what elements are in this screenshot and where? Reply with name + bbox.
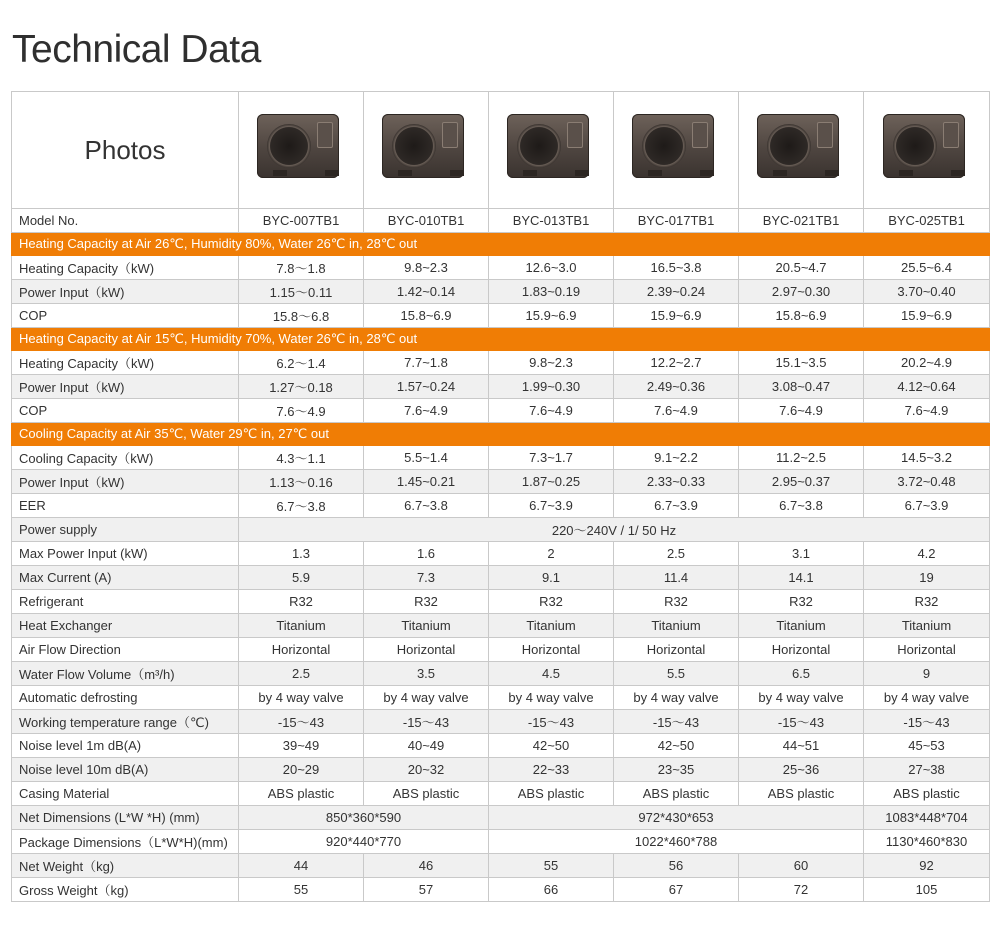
product-photo (864, 92, 990, 209)
table-row (12, 470, 990, 494)
value-cell: 55 (489, 854, 614, 878)
value-cell: 66 (489, 878, 614, 902)
value-cell: -15～43 (614, 710, 739, 734)
value-cell: R32 (739, 590, 864, 614)
value-cell: 55 (239, 878, 364, 902)
value-cell: 15.8～6.8 (239, 304, 364, 328)
value-cell: 2.5 (614, 542, 739, 566)
row-label: Noise level 10m dB(A) (12, 758, 239, 782)
value-cell: 56 (614, 854, 739, 878)
value-cell: Horizontal (739, 638, 864, 662)
table-row (12, 494, 990, 518)
table-row (12, 351, 990, 375)
heat-pump-image (751, 110, 851, 188)
value-cell: 1.42~0.14 (364, 280, 489, 304)
value-cell: 15.8~6.9 (364, 304, 489, 328)
row-label: Power Input（kW) (12, 280, 239, 304)
value-cell: 1.87~0.25 (489, 470, 614, 494)
value-cell: 40~49 (364, 734, 489, 758)
value-cell: 9.8~2.3 (489, 351, 614, 375)
value-cell: 5.5~1.4 (364, 446, 489, 470)
value-cell: 44 (239, 854, 364, 878)
table-row (12, 542, 990, 566)
table-row (12, 638, 990, 662)
table-row (12, 662, 990, 686)
value-cell: ABS plastic (739, 782, 864, 806)
section-title: Heating Capacity at Air 26℃, Humidity 80%, Water 26℃ in, 28℃ out (12, 233, 990, 256)
value-cell: 4.2 (864, 542, 990, 566)
table-row (12, 782, 990, 806)
value-cell: 9.1~2.2 (614, 446, 739, 470)
value-cell: R32 (239, 590, 364, 614)
table-row (12, 280, 990, 304)
value-cell: by 4 way valve (364, 686, 489, 710)
value-cell: Titanium (489, 614, 614, 638)
value-cell: 3.70~0.40 (864, 280, 990, 304)
value-cell: 3.72~0.48 (864, 470, 990, 494)
value-cell: Titanium (239, 614, 364, 638)
value-cell: 6.7~3.8 (739, 494, 864, 518)
value-cell: 7.6～4.9 (239, 399, 364, 423)
product-photo (489, 92, 614, 209)
value-cell: 4.3～1.1 (239, 446, 364, 470)
value-cell: -15～43 (239, 710, 364, 734)
value-cell: R32 (614, 590, 739, 614)
table-row (12, 399, 990, 423)
value-cell: Titanium (739, 614, 864, 638)
value-cell: Horizontal (864, 638, 990, 662)
value-cell: 15.8~6.9 (739, 304, 864, 328)
table-row (12, 256, 990, 280)
table-row (12, 304, 990, 328)
value-cell: 1.83~0.19 (489, 280, 614, 304)
value-cell: 3.5 (364, 662, 489, 686)
row-label: COP (12, 304, 239, 328)
value-cell: 20.2~4.9 (864, 351, 990, 375)
value-cell: 7.3 (364, 566, 489, 590)
value-cell: 2 (489, 542, 614, 566)
section-header (12, 423, 990, 446)
value-cell: 1.57~0.24 (364, 375, 489, 399)
row-label: Package Dimensions（L*W*H)(mm) (12, 830, 239, 854)
value-cell: 1083*448*704 (864, 806, 990, 830)
value-cell: by 4 way valve (739, 686, 864, 710)
value-cell: 67 (614, 878, 739, 902)
model-cell: BYC-010TB1 (364, 209, 489, 233)
value-cell: 20~29 (239, 758, 364, 782)
value-cell: 27~38 (864, 758, 990, 782)
value-cell: R32 (489, 590, 614, 614)
heat-pump-image (877, 110, 977, 188)
heat-pump-image (626, 110, 726, 188)
value-cell: 1.99~0.30 (489, 375, 614, 399)
value-cell: Horizontal (239, 638, 364, 662)
value-cell: 11.4 (614, 566, 739, 590)
value-cell: -15～43 (364, 710, 489, 734)
value-cell: 72 (739, 878, 864, 902)
value-cell: 25.5~6.4 (864, 256, 990, 280)
value-cell: 1.27～0.18 (239, 375, 364, 399)
value-cell: 1.6 (364, 542, 489, 566)
model-cell: BYC-017TB1 (614, 209, 739, 233)
row-label: Net Dimensions (L*W *H) (mm) (12, 806, 239, 830)
tech-data-table (11, 91, 990, 902)
section-title: Heating Capacity at Air 15℃, Humidity 70%, Water 26℃ in, 28℃ out (12, 328, 990, 351)
value-cell: 2.39~0.24 (614, 280, 739, 304)
model-cell: BYC-021TB1 (739, 209, 864, 233)
row-label: Working temperature range（℃) (12, 710, 239, 734)
table-row (12, 878, 990, 902)
value-cell: 15.9~6.9 (489, 304, 614, 328)
value-cell: 1.13～0.16 (239, 470, 364, 494)
value-cell: ABS plastic (239, 782, 364, 806)
row-label: Max Power Input (kW) (12, 542, 239, 566)
heat-pump-image (376, 110, 476, 188)
model-row (12, 209, 990, 233)
value-cell: 7.6~4.9 (739, 399, 864, 423)
value-cell: 6.7~3.9 (614, 494, 739, 518)
value-cell: 1.3 (239, 542, 364, 566)
value-cell: 850*360*590 (239, 806, 489, 830)
value-cell: 3.08~0.47 (739, 375, 864, 399)
value-cell: ABS plastic (489, 782, 614, 806)
value-cell: Titanium (614, 614, 739, 638)
value-cell: 42~50 (614, 734, 739, 758)
model-cell: BYC-007TB1 (239, 209, 364, 233)
value-cell: 57 (364, 878, 489, 902)
value-cell: 2.33~0.33 (614, 470, 739, 494)
value-cell: 9 (864, 662, 990, 686)
row-label: Water Flow Volume（m³/h) (12, 662, 239, 686)
value-cell: 6.7~3.9 (489, 494, 614, 518)
value-cell: Horizontal (364, 638, 489, 662)
value-cell: 14.5~3.2 (864, 446, 990, 470)
value-cell: 6.7～3.8 (239, 494, 364, 518)
table-row (12, 734, 990, 758)
row-label: Automatic defrosting (12, 686, 239, 710)
value-cell: 45~53 (864, 734, 990, 758)
value-cell: Horizontal (489, 638, 614, 662)
value-cell: 6.7~3.9 (864, 494, 990, 518)
value-cell: 9.1 (489, 566, 614, 590)
value-cell: 7.3~1.7 (489, 446, 614, 470)
value-cell: 1022*460*788 (489, 830, 864, 854)
photos-row (12, 92, 990, 209)
section-header (12, 233, 990, 256)
value-cell: R32 (364, 590, 489, 614)
value-cell: 9.8~2.3 (364, 256, 489, 280)
value-cell: 46 (364, 854, 489, 878)
value-cell: 7.6~4.9 (364, 399, 489, 423)
row-label: Air Flow Direction (12, 638, 239, 662)
row-label: Noise level 1m dB(A) (12, 734, 239, 758)
section-header (12, 328, 990, 351)
value-cell: 920*440*770 (239, 830, 489, 854)
row-label: Refrigerant (12, 590, 239, 614)
value-cell: 2.95~0.37 (739, 470, 864, 494)
value-cell: 12.2~2.7 (614, 351, 739, 375)
value-cell: 6.5 (739, 662, 864, 686)
value-cell: 19 (864, 566, 990, 590)
value-cell: 15.1~3.5 (739, 351, 864, 375)
value-cell: 20~32 (364, 758, 489, 782)
row-label: Power Input（kW) (12, 470, 239, 494)
section-title: Cooling Capacity at Air 35℃, Water 29℃ in, 27℃ out (12, 423, 990, 446)
value-cell: 4.12~0.64 (864, 375, 990, 399)
value-cell: 5.9 (239, 566, 364, 590)
value-cell: 42~50 (489, 734, 614, 758)
value-cell: 3.1 (739, 542, 864, 566)
row-label: Heating Capacity（kW) (12, 351, 239, 375)
value-cell: 44~51 (739, 734, 864, 758)
value-cell: 1.15～0.11 (239, 280, 364, 304)
page-title: Technical Data (12, 28, 261, 71)
table-row (12, 375, 990, 399)
value-cell: Titanium (364, 614, 489, 638)
value-cell: 7.8～1.8 (239, 256, 364, 280)
table-row (12, 710, 990, 734)
row-label: Model No. (12, 209, 239, 233)
value-cell: 2.97~0.30 (739, 280, 864, 304)
value-cell: 7.6~4.9 (614, 399, 739, 423)
value-cell: 92 (864, 854, 990, 878)
row-label: Net Weight（kg) (12, 854, 239, 878)
value-cell: 1.45~0.21 (364, 470, 489, 494)
value-cell: 23~35 (614, 758, 739, 782)
row-label: Heating Capacity（kW) (12, 256, 239, 280)
product-photo (739, 92, 864, 209)
table-row (12, 686, 990, 710)
value-cell: Horizontal (614, 638, 739, 662)
value-cell: 4.5 (489, 662, 614, 686)
value-cell: 5.5 (614, 662, 739, 686)
table-row (12, 590, 990, 614)
value-cell: 2.49~0.36 (614, 375, 739, 399)
value-cell: 11.2~2.5 (739, 446, 864, 470)
value-cell: 22~33 (489, 758, 614, 782)
value-cell: 7.6~4.9 (489, 399, 614, 423)
value-cell: by 4 way valve (614, 686, 739, 710)
value-cell: 7.7~1.8 (364, 351, 489, 375)
row-label: Casing Material (12, 782, 239, 806)
value-cell: 14.1 (739, 566, 864, 590)
value-cell: ABS plastic (614, 782, 739, 806)
value-cell: -15～43 (864, 710, 990, 734)
value-cell: 15.9~6.9 (614, 304, 739, 328)
row-label: Power Input（kW) (12, 375, 239, 399)
value-cell: -15～43 (489, 710, 614, 734)
table-row (12, 758, 990, 782)
table-row (12, 518, 990, 542)
model-cell: BYC-025TB1 (864, 209, 990, 233)
value-cell: R32 (864, 590, 990, 614)
row-label: Max Current (A) (12, 566, 239, 590)
value-cell: ABS plastic (364, 782, 489, 806)
value-cell: 16.5~3.8 (614, 256, 739, 280)
heat-pump-image (251, 110, 351, 188)
value-cell: 105 (864, 878, 990, 902)
row-label: COP (12, 399, 239, 423)
value-cell: by 4 way valve (239, 686, 364, 710)
table-row (12, 614, 990, 638)
table-row (12, 566, 990, 590)
value-cell: 25~36 (739, 758, 864, 782)
row-label: EER (12, 494, 239, 518)
value-cell: 60 (739, 854, 864, 878)
value-cell: 7.6~4.9 (864, 399, 990, 423)
value-cell: 6.7~3.8 (364, 494, 489, 518)
table-row (12, 830, 990, 854)
value-cell: by 4 way valve (864, 686, 990, 710)
value-cell: -15～43 (739, 710, 864, 734)
value-cell: 220～240V / 1/ 50 Hz (239, 518, 990, 542)
value-cell: 2.5 (239, 662, 364, 686)
row-label: Gross Weight（kg) (12, 878, 239, 902)
model-cell: BYC-013TB1 (489, 209, 614, 233)
photos-label: Photos (12, 92, 239, 209)
value-cell: 6.2～1.4 (239, 351, 364, 375)
value-cell: ABS plastic (864, 782, 990, 806)
table-row (12, 446, 990, 470)
value-cell: Titanium (864, 614, 990, 638)
value-cell: 972*430*653 (489, 806, 864, 830)
value-cell: 1130*460*830 (864, 830, 990, 854)
value-cell: by 4 way valve (489, 686, 614, 710)
row-label: Power supply (12, 518, 239, 542)
table-row (12, 854, 990, 878)
value-cell: 12.6~3.0 (489, 256, 614, 280)
table-row (12, 806, 990, 830)
product-photo (364, 92, 489, 209)
value-cell: 20.5~4.7 (739, 256, 864, 280)
row-label: Heat Exchanger (12, 614, 239, 638)
value-cell: 39~49 (239, 734, 364, 758)
product-photo (239, 92, 364, 209)
value-cell: 15.9~6.9 (864, 304, 990, 328)
row-label: Cooling Capacity（kW) (12, 446, 239, 470)
product-photo (614, 92, 739, 209)
heat-pump-image (501, 110, 601, 188)
